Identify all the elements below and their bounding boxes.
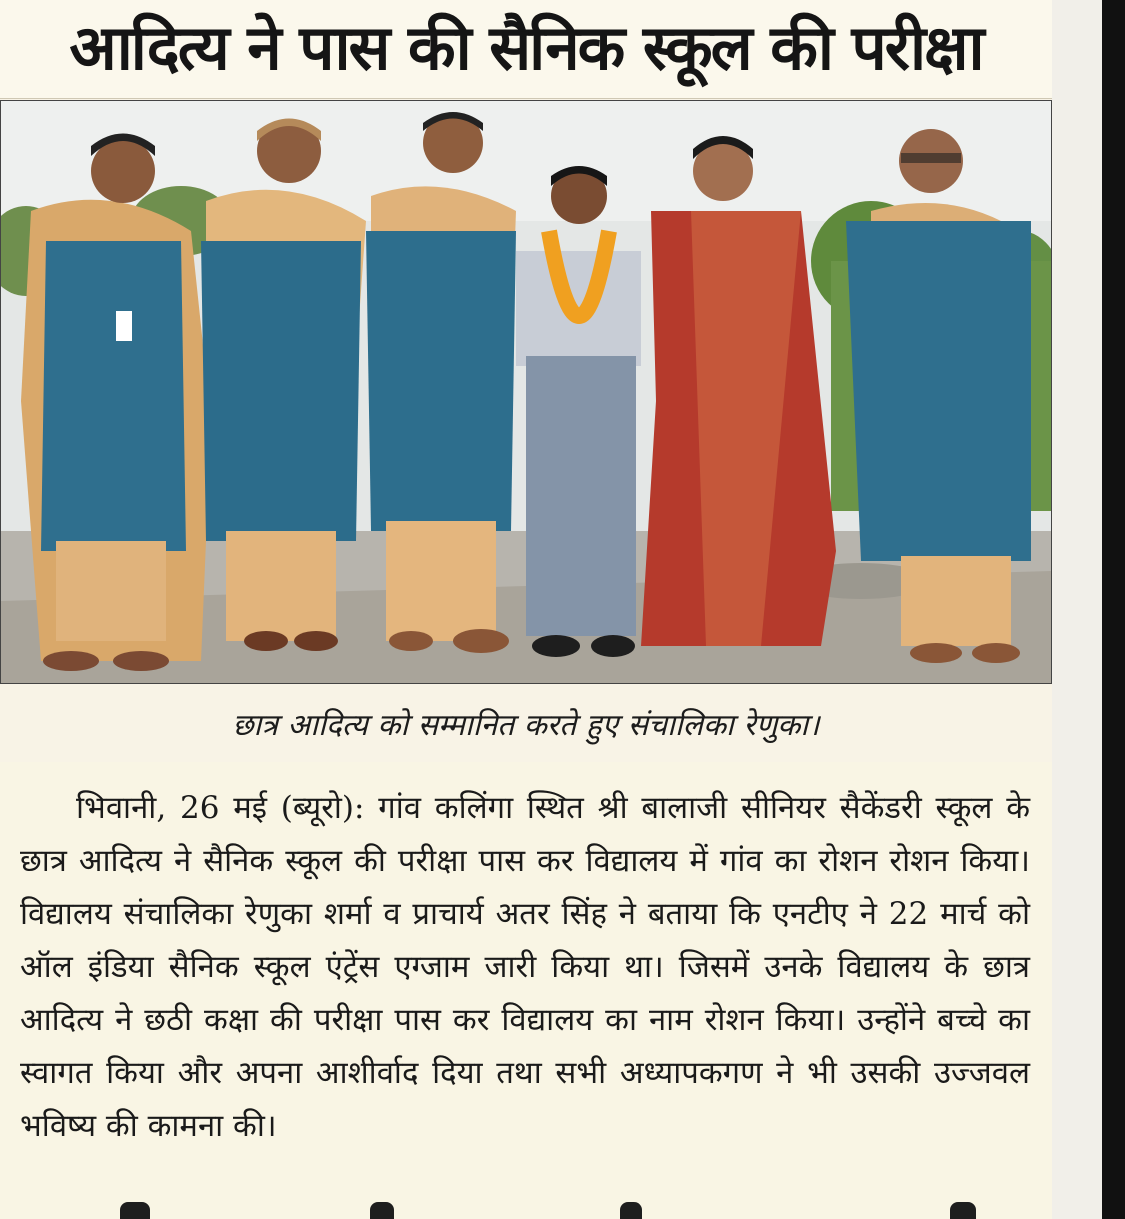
article-headline: आदित्य ने पास की सैनिक स्कूल की परीक्षा — [69, 11, 983, 84]
news-photo — [0, 100, 1052, 684]
article-body: भिवानी, 26 मई (ब्यूरो): गांव कलिंगा स्थित श्री बालाजी सीनियर सैकेंडरी स्कूल के छात्र आदित्य ने सैनिक स्कूल की परीक्षा पास कर विद्यालय में गांव का रोशन रोशन किया। विद्यालय संचालिका रेणुका शर्मा व प्राचार्य अतर सिंह ने बताया कि एनटीए ने 22 मार्च को ऑल इंडिया सैनिक स्कूल एंट्रेंस एग्जाम जारी किया था। जिसमें उनके विद्यालय के छात्र आदित्य ने छठी कक्षा की परीक्षा पास कर विद्यालय का नाम रोशन किया। उन्होंने बच्चे का स्वागत किया और अपना आशीर्वाद दिया तथा सभी अध्यापकगण ने भी उसकी उज्जवल भविष्य की कामना की। — [20, 790, 1030, 1144]
screen-edge — [1102, 0, 1125, 1219]
page-edge-margin — [1052, 0, 1102, 1219]
cropped-next-line — [0, 1202, 1052, 1219]
photo-caption: छात्र आदित्य को सम्मानित करते हुए संचालिका रेणुका। — [232, 708, 820, 743]
